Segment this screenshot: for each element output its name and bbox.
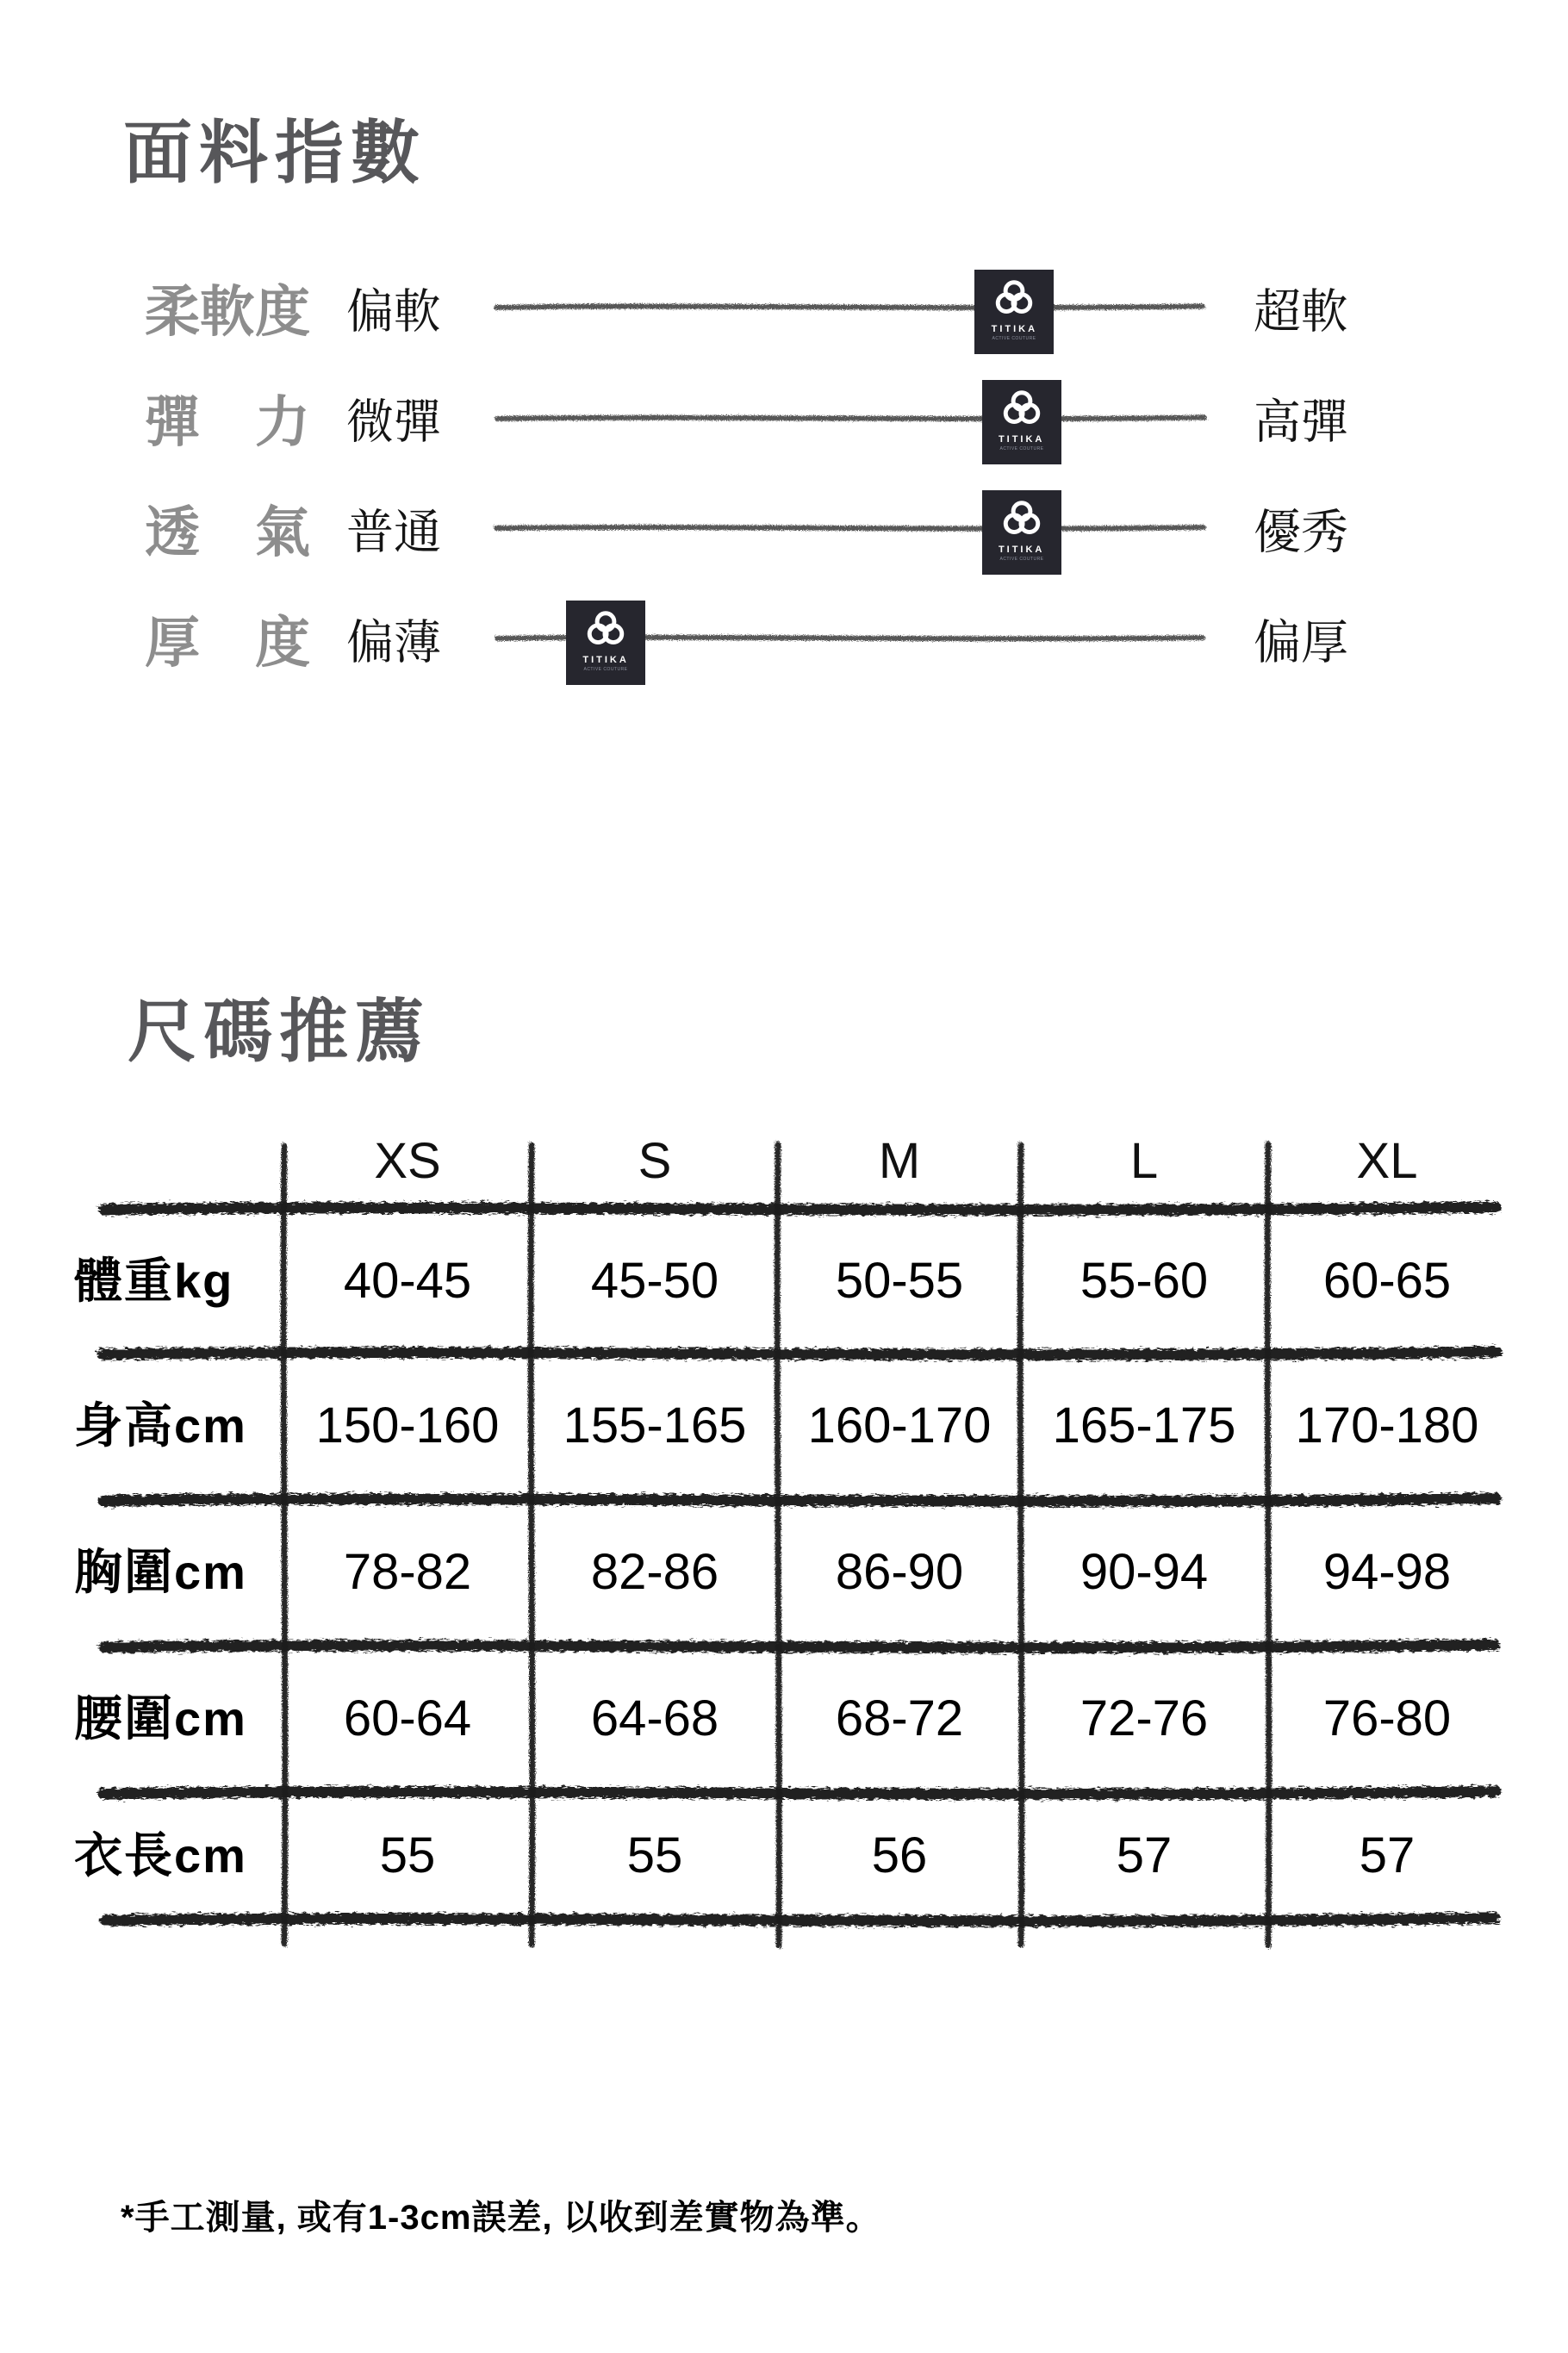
table-cell: 90-94 (1080, 1544, 1209, 1600)
fabric-row-softness (0, 252, 1568, 364)
fabric-metric-label: 彈 力 (145, 391, 310, 453)
fabric-scale-high-label: 高彈 (1254, 395, 1349, 449)
fabric-index-title: 面料指數 (123, 115, 426, 191)
table-cell: 56 (871, 1827, 928, 1883)
table-cell: 55 (626, 1827, 683, 1883)
fabric-slider-track (491, 582, 1208, 694)
table-cell: 68-72 (835, 1690, 964, 1746)
titika-logo-marker (982, 490, 1061, 575)
trefoil-clover-icon (584, 608, 627, 651)
trefoil-clover-icon (1000, 388, 1043, 431)
table-cell: 86-90 (835, 1544, 964, 1600)
trefoil-clover-icon (1000, 498, 1043, 541)
fabric-metric-label: 厚 度 (145, 612, 310, 674)
table-row-label-waist: 腰圍cm (74, 1691, 247, 1746)
brand-name: TITIKA (998, 545, 1045, 555)
table-cell: 72-76 (1080, 1690, 1209, 1746)
brand-name: TITIKA (582, 655, 629, 665)
table-cell: 82-86 (590, 1544, 719, 1600)
fabric-scale-low-label: 微彈 (346, 395, 442, 449)
table-cell: 55-60 (1080, 1253, 1209, 1309)
table-cell: 76-80 (1322, 1690, 1452, 1746)
table-row-label-weight: 體重kg (74, 1254, 234, 1308)
table-cell: 50-55 (835, 1253, 964, 1309)
table-cell: 165-175 (1052, 1397, 1236, 1454)
table-cell: 57 (1116, 1827, 1173, 1883)
brand-subtitle: ACTIVE COUTURE (999, 557, 1044, 562)
table-cell: 78-82 (343, 1544, 472, 1600)
table-cell: 57 (1359, 1827, 1416, 1883)
size-recommendation-title: 尺碼推薦 (128, 993, 431, 1070)
table-cell: 60-64 (343, 1690, 472, 1746)
brand-subtitle: ACTIVE COUTURE (992, 336, 1036, 341)
brand-subtitle: ACTIVE COUTURE (999, 446, 1044, 451)
fabric-slider-track (491, 472, 1208, 584)
titika-logo-marker (566, 601, 645, 685)
table-row-label-garment-length: 衣長cm (74, 1828, 247, 1883)
fabric-scale-low-label: 普通 (346, 506, 442, 559)
fabric-scale-high-label: 偏厚 (1254, 616, 1349, 669)
fabric-scale-low-label: 偏薄 (346, 616, 442, 669)
titika-logo-marker (974, 270, 1054, 354)
fabric-row-elasticity (0, 362, 1568, 474)
brand-subtitle: ACTIVE COUTURE (583, 667, 628, 672)
titika-logo-marker (982, 380, 1061, 464)
brand-name: TITIKA (991, 324, 1038, 334)
table-cell: 170-180 (1295, 1397, 1479, 1454)
size-column-header-xs: XS (374, 1133, 441, 1189)
fabric-metric-label: 柔軟度 (145, 281, 310, 343)
fabric-scale-low-label: 偏軟 (346, 285, 442, 339)
table-row-label-height: 身高cm (74, 1398, 247, 1453)
fabric-metric-label: 透 氣 (145, 501, 310, 563)
table-cell: 45-50 (590, 1253, 719, 1309)
fabric-slider-track (491, 252, 1208, 364)
fabric-row-thickness (0, 582, 1568, 694)
brand-name: TITIKA (998, 434, 1045, 445)
fabric-scale-high-label: 優秀 (1254, 506, 1349, 559)
size-column-header-xl: XL (1356, 1133, 1418, 1189)
table-cell: 55 (379, 1827, 436, 1883)
table-row-label-bust: 胸圍cm (74, 1545, 247, 1599)
table-cell: 150-160 (315, 1397, 500, 1454)
table-cell: 160-170 (807, 1397, 992, 1454)
size-column-header-l: L (1129, 1133, 1159, 1189)
table-cell: 64-68 (590, 1690, 719, 1746)
measurement-note: *手工測量, 或有1-3cm誤差, 以收到差實物為準。 (121, 2199, 881, 2237)
fabric-row-breathability (0, 472, 1568, 584)
table-cell: 40-45 (343, 1253, 472, 1309)
table-cell: 60-65 (1322, 1253, 1452, 1309)
fabric-slider-track (491, 362, 1208, 474)
size-column-header-s: S (638, 1133, 672, 1189)
table-cell: 155-165 (563, 1397, 747, 1454)
size-column-header-m: M (878, 1133, 921, 1189)
trefoil-clover-icon (992, 277, 1036, 321)
table-cell: 94-98 (1322, 1544, 1452, 1600)
fabric-scale-high-label: 超軟 (1254, 285, 1349, 339)
